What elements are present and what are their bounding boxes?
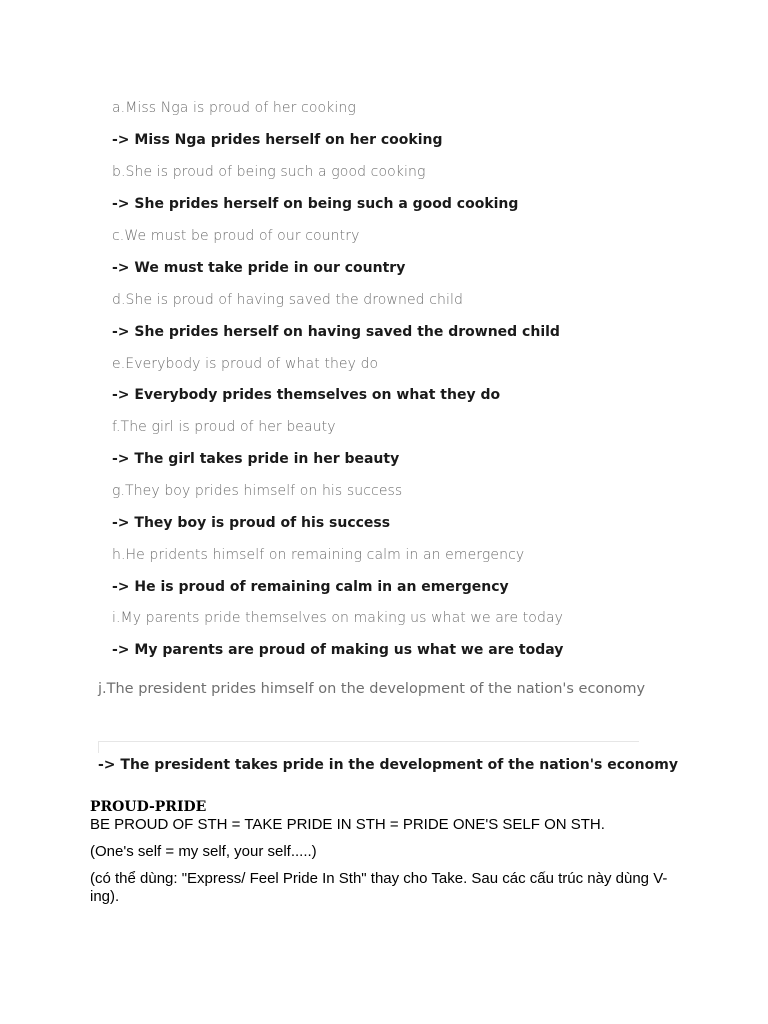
question-i: i.My parents pride themselves on making us what we are today	[112, 610, 564, 626]
notes-rule: BE PROUD OF STH = TAKE PRIDE IN STH = PRIDE ONE'S SELF ON STH.	[90, 816, 605, 833]
answer-g: -> They boy is proud of his success	[112, 515, 391, 531]
question-g: g.They boy prides himself on his success	[112, 483, 403, 499]
question-h: h.He pridents himself on remaining calm in an emergency	[112, 547, 525, 563]
question-d: d.She is proud of having saved the drowned child	[112, 292, 463, 308]
answer-a: -> Miss Nga prides herself on her cooking	[112, 132, 443, 148]
notes-usage: (có thể dùng: "Express/ Feel Pride In Sth" thay cho Take. Sau các cấu trúc này dùng V-ing).	[90, 870, 668, 905]
question-j: j.The president prides himself on the development of the nation's economy	[98, 681, 646, 697]
answer-d: -> She prides herself on having saved the drowned child	[112, 324, 560, 340]
question-f: f.The girl is proud of her beauty	[112, 419, 336, 435]
answer-c: -> We must take pride in our country	[112, 260, 406, 276]
answer-i: -> My parents are proud of making us what we are today	[112, 642, 564, 658]
answer-h: -> He is proud of remaining calm in an emergency	[112, 579, 509, 595]
question-b: b.She is proud of being such a good cooking	[112, 164, 426, 180]
question-a: a.Miss Nga is proud of her cooking	[112, 100, 356, 116]
notes-self: (One's self = my self, your self.....)	[90, 843, 317, 860]
answer-b: -> She prides herself on being such a good cooking	[112, 196, 519, 212]
question-e: e.Everybody is proud of what they do	[112, 356, 379, 372]
answer-e: -> Everybody prides themselves on what they do	[112, 387, 501, 403]
notes-title: PROUD-PRIDE	[90, 799, 207, 815]
grammar-notes	[90, 798, 690, 915]
divider	[98, 741, 639, 753]
answer-j: -> The president takes pride in the development of the nation's economy	[98, 757, 678, 773]
answer-f: -> The girl takes pride in her beauty	[112, 451, 400, 467]
question-c: c.We must be proud of our country	[112, 228, 360, 244]
